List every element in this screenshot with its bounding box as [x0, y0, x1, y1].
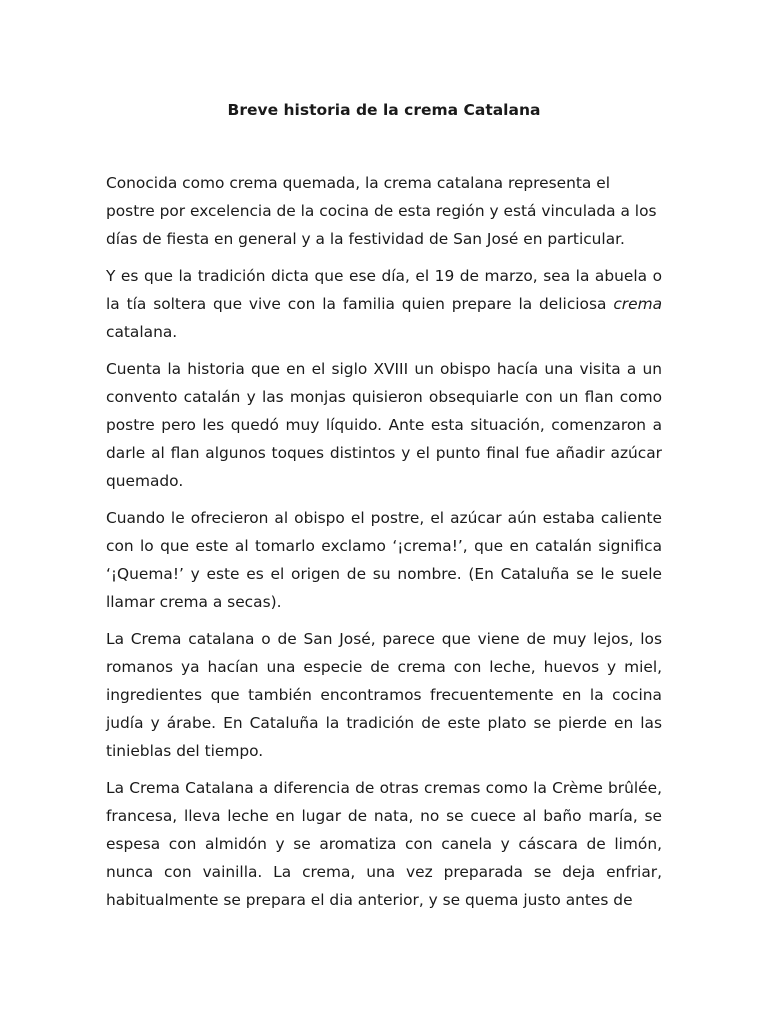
paragraph-3: Cuenta la historia que en el siglo XVIII un obispo hacía una visita a un convento catalán y las monjas quisieron obsequiarle con un flan como postre pero les quedó muy líquido. Ante esta situación, comenzaron a darle al flan algunos toques distintos y el punto final fue añadir azúcar quemado.: [106, 360, 662, 490]
paragraph-5: La Crema catalana o de San José, parece que viene de muy lejos, los romanos ya hacían una especie de crema con leche, huevos y miel, ingredientes que también encontramos frecuentemente en la cocina judía y árabe. En Cataluña la tradición de este plato se pierde en las tinieblas del tiempo.: [106, 630, 662, 760]
paragraph-1: Conocida como crema quemada, la crema catalana representa el postre por excelencia de la cocina de esta región y está vinculada a los días de fiesta en general y a la festividad de San José en particular.: [106, 174, 657, 248]
paragraph-4: Cuando le ofrecieron al obispo el postre, el azúcar aún estaba caliente con lo que este al tomarlo exclamo ‘¡crema!’, que en catalán significa ‘¡Quema!’ y este es el origen de su nombre. (En Cataluña se le suele llamar crema a secas).: [106, 509, 662, 611]
paragraph-2-tail: catalana.: [106, 323, 178, 341]
paragraph-2-text: Y es que la tradición dicta que ese día, el 19 de marzo, sea la abuela o la tía soltera que vive con la familia quien prepare la deliciosa: [106, 267, 662, 313]
document-title: Breve historia de la crema Catalana: [227, 101, 541, 119]
paragraph-6: La Crema Catalana a diferencia de otras cremas como la Crème brûlée, francesa, lleva leche en lugar de nata, no se cuece al baño maría, se espesa con almidón y se aromatiza con canela y cáscara de limón, nunca con vainilla. La crema, una vez preparada se deja enfriar, habitualmente se prepara el dia anterior, y se quema justo antes de: [106, 779, 662, 909]
paragraph-2: [106, 262, 662, 346]
document-body: [106, 169, 662, 923]
paragraph-2-emphasis: crema: [613, 295, 662, 313]
